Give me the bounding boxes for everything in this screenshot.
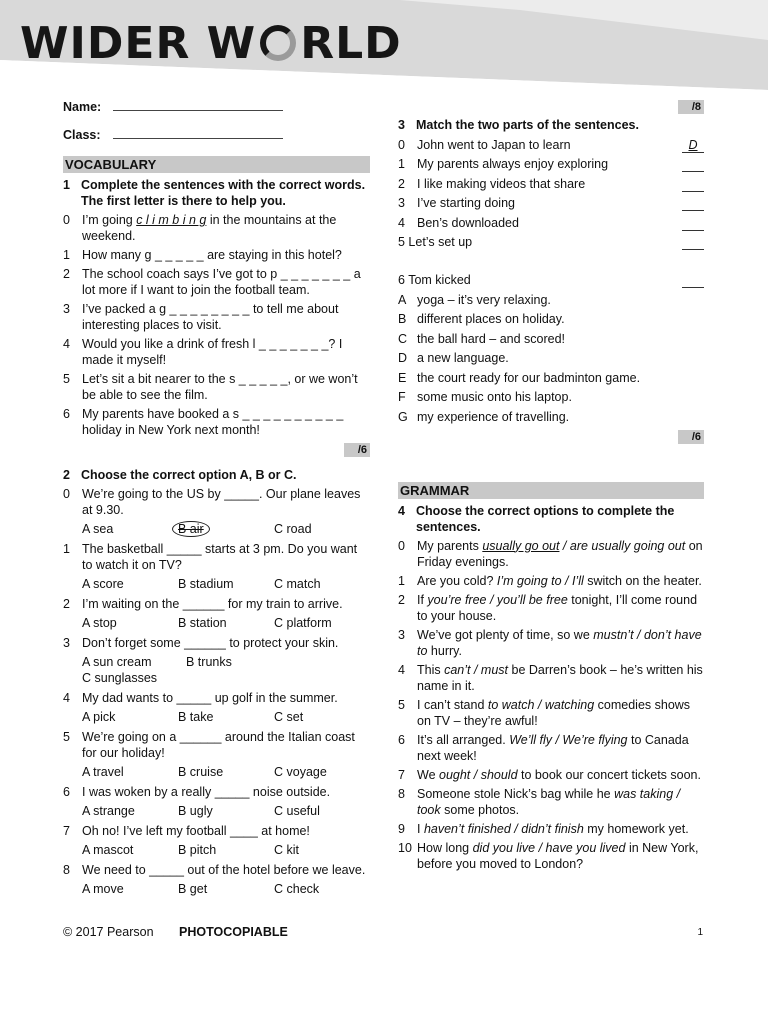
choose-instruction-number: 2 <box>63 468 70 482</box>
option-b[interactable] <box>178 521 274 537</box>
match-item-number: 2 <box>398 176 405 191</box>
grammar-instruction <box>398 503 704 535</box>
vocab-example-answer: c l i m b i n g <box>136 213 207 227</box>
choose-options <box>82 615 370 631</box>
ending-text: some music onto his laptop. <box>417 390 572 404</box>
grammar-instruction-text: Choose the correct options to complete the sentences. <box>416 503 675 534</box>
grammar-text: This <box>417 662 445 677</box>
choose-item-text: We’re going on a ______ around the Italian coast for our holiday! <box>82 730 355 760</box>
page-number: 1 <box>697 927 703 938</box>
option-b[interactable]: B get <box>178 882 208 896</box>
ending-letter: G <box>398 409 408 424</box>
grammar-options[interactable]: mustn’t / don’t have to <box>417 627 702 658</box>
right-column <box>398 96 704 875</box>
grammar-item-number: 4 <box>398 662 405 677</box>
grammar-item <box>398 627 704 659</box>
match-item <box>398 234 704 250</box>
grammar-text: some photos. <box>440 802 520 817</box>
choose-options <box>82 521 370 537</box>
choose-item <box>63 596 370 612</box>
option-b[interactable]: B station <box>178 616 227 630</box>
logo-ring-icon <box>260 25 296 61</box>
option-b[interactable]: B stadium <box>178 577 234 591</box>
brand-title-part2: RLD <box>300 18 402 69</box>
option-a[interactable]: A move <box>82 882 124 896</box>
ending-letter: B <box>398 312 407 326</box>
ending-text: yoga – it’s very relaxing. <box>417 292 551 307</box>
grammar-item <box>398 767 704 783</box>
grammar-item-number: 3 <box>398 627 405 642</box>
vocab-item-number: 1 <box>63 248 70 262</box>
choose-item-text: The basketball _____ starts at 3 pm. Do you want to watch it on TV? <box>82 542 358 572</box>
vocab-item-number: 3 <box>63 302 70 316</box>
grammar-text: We <box>417 767 439 782</box>
option-a[interactable]: A mascot <box>82 843 134 857</box>
grammar-options[interactable]: to watch / watching <box>487 697 595 712</box>
grammar-item <box>398 592 704 624</box>
grammar-item <box>398 732 704 764</box>
photocopiable-label: PHOTOCOPIABLE <box>179 925 288 939</box>
choose-options <box>82 576 370 592</box>
choose-item-number: 2 <box>63 597 70 611</box>
grammar-item-number: 6 <box>398 732 405 747</box>
match-item <box>398 137 704 153</box>
option-a[interactable]: A sun cream <box>82 655 152 669</box>
choose-options <box>82 881 370 897</box>
grammar-text: I <box>417 821 424 836</box>
vocab-item-text: Let’s sit a bit nearer to the s _ _ _ _ _, or we won’t be able to see the film. <box>82 372 358 402</box>
choose-item <box>63 784 370 800</box>
grammar-text: How long <box>417 840 473 855</box>
option-c[interactable]: C sunglasses <box>82 671 158 685</box>
grammar-text: hurry. <box>427 643 462 658</box>
grammar-option-alt: / are usually going out <box>559 538 686 553</box>
choose-options <box>82 654 370 686</box>
vocab-item <box>63 336 370 368</box>
option-b[interactable]: B take <box>178 710 214 724</box>
grammar-text: be Darren’s book – he’s written his name in it. <box>417 662 703 693</box>
match-ending <box>398 409 704 425</box>
choose-item-number: 8 <box>63 863 70 877</box>
option-b[interactable]: B ugly <box>178 804 213 818</box>
option-b[interactable]: B cruise <box>178 765 224 779</box>
grammar-text: comedies shows on TV – they’re awful! <box>417 697 691 728</box>
match-answer-blank[interactable] <box>682 195 704 211</box>
choose-item-text: We’re going to the US by _____. Our plane leaves at 9.30. <box>82 487 361 517</box>
match-instruction <box>398 117 704 133</box>
vocab-item <box>63 406 370 438</box>
match-item-text: I’ve starting doing <box>417 196 515 210</box>
ending-letter: A <box>398 292 407 307</box>
option-c[interactable]: C set <box>274 710 304 724</box>
ending-text: the court ready for our badminton game. <box>417 370 641 385</box>
option-c[interactable]: C match <box>274 577 321 591</box>
grammar-text: on Friday evenings. <box>417 538 703 569</box>
grammar-item <box>398 840 704 872</box>
option-a[interactable]: A travel <box>82 765 124 779</box>
match-item-number: 0 <box>398 137 405 152</box>
match-item-text: John went to Japan to learn <box>417 137 571 152</box>
brand-logo <box>20 14 402 74</box>
ending-text: a new language. <box>417 351 509 365</box>
match-top-score <box>398 99 704 114</box>
match-item <box>398 215 704 231</box>
grammar-item <box>398 697 704 729</box>
grammar-text: in New York, before you moved to London? <box>417 840 699 871</box>
choose-item <box>63 862 370 878</box>
match-answer-blank[interactable]: D <box>682 137 704 153</box>
option-a[interactable]: A strange <box>82 804 135 818</box>
match-item-number: 1 <box>398 157 405 171</box>
vocab-item-number: 0 <box>63 213 70 227</box>
option-c[interactable]: C road <box>274 522 312 536</box>
name-line <box>113 96 283 111</box>
vocab-item-number: 4 <box>63 337 70 351</box>
grammar-text: I can’t stand <box>417 697 488 712</box>
vocab-item-text: I’m going <box>82 213 137 227</box>
footer <box>63 925 703 939</box>
choose-instruction-text: Choose the correct option A, B or C. <box>81 468 297 482</box>
ending-letter: F <box>398 390 406 404</box>
vocab-instruction-text: Complete the sentences with the correct words. The first letter is there to help you. <box>81 178 366 208</box>
grammar-item <box>398 821 704 837</box>
match-item-text: I like making videos that share <box>417 176 586 191</box>
match-item-number: 3 <box>398 196 405 210</box>
vocab-score-box: /6 <box>344 443 370 457</box>
grammar-item-number: 8 <box>398 786 405 801</box>
vocab-item <box>63 371 370 403</box>
choose-item <box>63 823 370 839</box>
match-item <box>398 156 704 172</box>
match-answer-blank[interactable] <box>682 215 704 231</box>
grammar-options[interactable]: haven’t finished / didn’t finish <box>423 821 584 836</box>
grammar-instruction-number: 4 <box>398 503 405 518</box>
grammar-text: to book our concert tickets soon. <box>517 767 701 782</box>
choose-item-text: Oh no! I’ve left my football ____ at home! <box>82 824 310 838</box>
grammar-text: It’s all arranged. <box>417 732 510 747</box>
score-box: /8 <box>678 100 704 114</box>
match-item-number: 4 <box>398 215 405 230</box>
option-b[interactable]: B trunks <box>186 655 232 669</box>
grammar-text: switch on the heater. <box>583 573 702 588</box>
match-ending <box>398 370 704 386</box>
match-ending <box>398 389 704 405</box>
choose-item-number: 0 <box>63 487 70 501</box>
grammar-item <box>398 538 704 570</box>
ending-letter: D <box>398 351 408 365</box>
name-field <box>63 96 370 124</box>
match-score <box>398 429 704 444</box>
ending-text: different places on holiday. <box>417 312 565 326</box>
class-line <box>113 124 283 139</box>
option-c[interactable]: C voyage <box>274 765 327 779</box>
choose-item-number: 6 <box>63 785 70 799</box>
vocab-instruction <box>63 177 370 209</box>
option-a[interactable]: A stop <box>82 616 117 630</box>
option-a[interactable]: A sea <box>82 522 114 536</box>
vocab-item-number: 6 <box>63 407 70 421</box>
grammar-text: my homework yet. <box>583 821 689 836</box>
grammar-heading: GRAMMAR <box>398 482 704 499</box>
match-instruction-text: Match the two parts of the sentences. <box>416 118 639 132</box>
grammar-item-number: 0 <box>398 538 405 553</box>
choose-options <box>82 842 370 858</box>
choose-item-text: Don’t forget some ______ to protect your skin. <box>82 636 339 650</box>
match-answer-blank[interactable] <box>682 156 704 172</box>
grammar-text: My parents <box>417 538 483 553</box>
vocab-item-text: How many g _ _ _ _ _ are staying in this hotel? <box>82 248 342 262</box>
class-field <box>63 124 370 152</box>
grammar-text: Are you cold? <box>417 573 497 588</box>
choose-item-number: 5 <box>63 730 70 744</box>
grammar-item-number: 7 <box>398 767 405 782</box>
match-ending <box>398 311 704 327</box>
vocab-item <box>63 301 370 333</box>
grammar-text: to Canada next week! <box>417 732 689 763</box>
choose-item-text: We need to _____ out of the hotel before we leave. <box>82 863 366 877</box>
choose-item-text: I’m waiting on the ______ for my train to arrive. <box>82 597 343 611</box>
ending-letter: C <box>398 331 408 346</box>
grammar-options[interactable]: ought / should <box>439 767 518 782</box>
choose-options <box>82 764 370 780</box>
vocab-item-text: in the mountains at the weekend. <box>82 213 337 243</box>
score-box: /6 <box>678 430 704 444</box>
grammar-item-number: 1 <box>398 573 405 588</box>
vocab-item-number: 5 <box>63 372 70 386</box>
ending-text: the ball hard – and scored! <box>417 331 566 346</box>
match-item <box>398 195 704 211</box>
copyright: © 2017 Pearson <box>63 925 154 939</box>
vocab-item-text: My parents have booked a s _ _ _ _ _ _ _ _ _ _ holiday in New York next month! <box>82 407 344 437</box>
option-b[interactable]: B pitch <box>178 843 217 857</box>
choose-options <box>82 803 370 819</box>
vocab-item-text: Would you like a drink of fresh l _ _ _ _ _ _ _? I made it myself! <box>82 337 343 367</box>
grammar-item <box>398 573 704 589</box>
grammar-text: Someone stole Nick’s bag while he <box>417 786 615 801</box>
grammar-options[interactable]: We’ll fly / We’re flying <box>509 732 628 747</box>
choose-item <box>63 635 370 651</box>
choose-item-number: 3 <box>63 636 70 650</box>
grammar-item <box>398 662 704 694</box>
choose-item <box>63 541 370 573</box>
vocab-item <box>63 247 370 263</box>
vocab-instruction-number: 1 <box>63 178 70 192</box>
match-item-text: My parents always enjoy exploring <box>417 157 609 171</box>
vocab-item <box>63 266 370 298</box>
option-c[interactable]: C kit <box>274 843 299 857</box>
ending-text: my experience of travelling. <box>417 409 570 424</box>
grammar-text: We’ve got plenty of time, so we <box>417 627 594 642</box>
match-answer-blank[interactable] <box>682 176 704 192</box>
choose-item <box>63 486 370 518</box>
circled-answer: B air <box>172 521 210 537</box>
option-c[interactable]: C platform <box>274 616 332 630</box>
ending-letter: E <box>398 370 407 385</box>
option-c[interactable]: C check <box>274 882 320 896</box>
choose-instruction <box>63 467 370 483</box>
match-instruction-number: 3 <box>398 118 405 132</box>
grammar-text: tonight, I’ll come round to your house. <box>417 592 698 623</box>
grammar-example-answer: usually go out <box>482 538 560 553</box>
grammar-options[interactable]: I’m going to / I’ll <box>496 573 584 588</box>
grammar-item-number: 2 <box>398 592 405 607</box>
grammar-item <box>398 786 704 818</box>
left-column <box>63 96 370 901</box>
vocab-item-number: 2 <box>63 267 70 281</box>
match-answer-blank[interactable] <box>682 234 704 250</box>
match-item-text: 6 Tom kicked <box>398 273 471 287</box>
vocabulary-heading: VOCABULARY <box>63 156 370 173</box>
grammar-item-number: 5 <box>398 697 405 712</box>
match-item <box>398 176 704 192</box>
option-a[interactable]: A pick <box>82 710 116 724</box>
grammar-text: If <box>417 592 428 607</box>
match-item <box>398 272 704 288</box>
class-label: Class: <box>63 128 101 142</box>
vocab-score <box>63 442 370 457</box>
brand-title-part1: WIDER W <box>20 18 257 69</box>
choose-item-number: 7 <box>63 824 70 838</box>
grammar-options[interactable]: you’re free / you’ll be free <box>427 592 568 607</box>
choose-item-number: 1 <box>63 542 70 556</box>
name-label: Name: <box>63 100 102 114</box>
match-item-text: Ben’s downloaded <box>417 215 519 230</box>
choose-item <box>63 729 370 761</box>
grammar-options[interactable]: did you live / have you lived <box>472 840 626 855</box>
choose-item <box>63 690 370 706</box>
match-ending <box>398 292 704 308</box>
match-item-text: 5 Let’s set up <box>398 235 473 249</box>
option-c[interactable]: C useful <box>274 804 320 818</box>
match-answer-blank[interactable] <box>682 272 704 288</box>
choose-item-text: I was woken by a really _____ noise outside. <box>82 785 331 799</box>
grammar-item-number: 9 <box>398 821 405 836</box>
grammar-options[interactable]: can’t / must <box>444 662 509 677</box>
vocab-item <box>63 212 370 244</box>
grammar-item-number: 10 <box>398 840 412 855</box>
choose-item-number: 4 <box>63 691 70 705</box>
match-ending <box>398 331 704 347</box>
choose-item-text: My dad wants to _____ up golf in the summer. <box>82 691 338 705</box>
match-ending <box>398 350 704 366</box>
vocab-item-text: I’ve packed a g _ _ _ _ _ _ _ _ to tell me about interesting places to visit. <box>82 302 339 332</box>
choose-options <box>82 709 370 725</box>
option-a[interactable]: A score <box>82 577 124 591</box>
vocab-item-text: The school coach says I’ve got to p _ _ _ _ _ _ _ a lot more if I want to join the football team. <box>82 267 361 297</box>
grammar-options[interactable]: was taking / took <box>417 786 681 817</box>
